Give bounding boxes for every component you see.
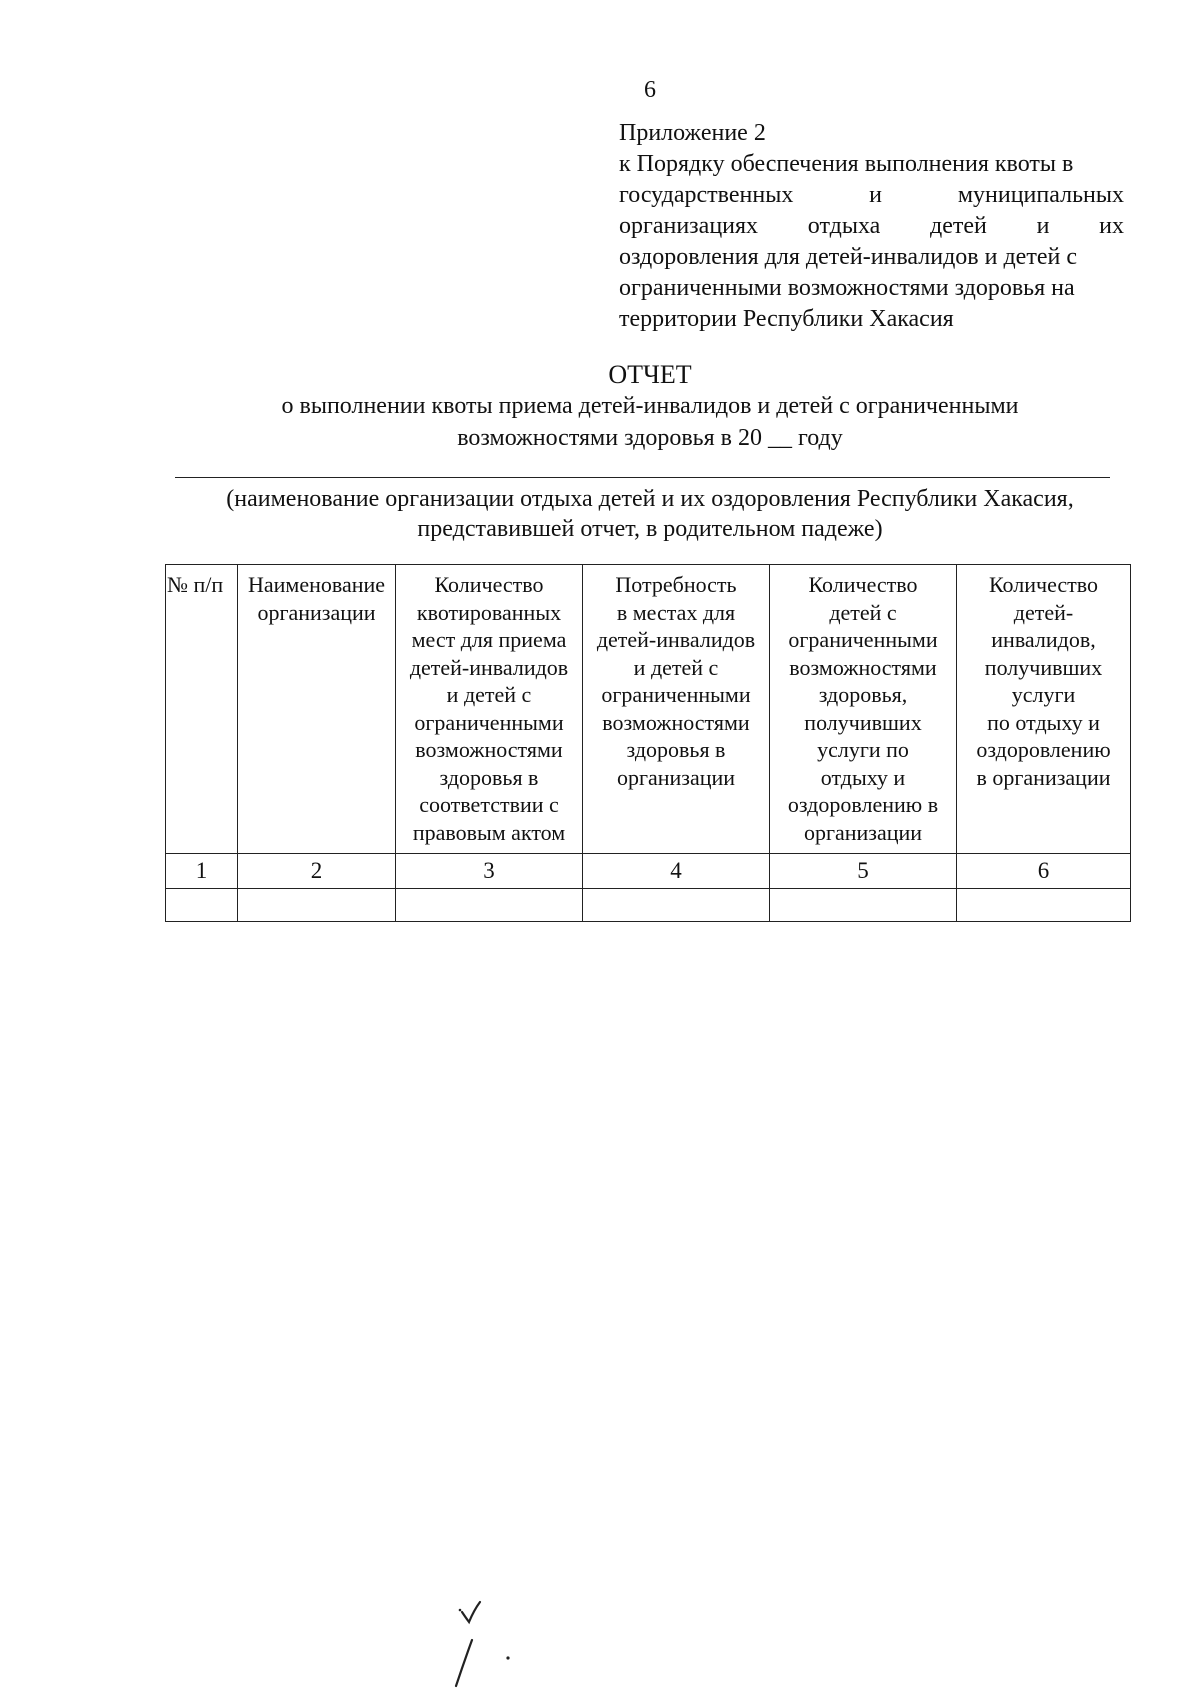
header-cell-line: квотированных: [416, 599, 562, 625]
table-number-row: [166, 854, 1131, 889]
header-cell-line: детей-: [1013, 599, 1074, 625]
appendix-line: ограниченными возможностями здоровья на: [619, 275, 1075, 301]
table-cell[interactable]: [396, 888, 583, 921]
header-cell-line: отдыху и: [820, 764, 906, 790]
header-cell: [238, 565, 396, 854]
header-cell-line: возможностями: [789, 654, 937, 680]
table-header-row: [166, 565, 1131, 854]
header-cell-line: соответствии с: [419, 792, 559, 817]
header-cell-line: организации: [257, 599, 376, 625]
report-table: [165, 564, 1131, 922]
header-cell: [957, 565, 1131, 854]
header-cell-line: детей с: [829, 599, 897, 625]
header-cell-line: № п/п: [167, 572, 224, 597]
header-cell-line: организации: [803, 819, 923, 845]
organization-caption-line: представившей отчет, в родительном падеже): [417, 516, 883, 542]
header-cell-line: мест для приема: [411, 627, 567, 652]
header-cell-line: организации: [616, 764, 736, 790]
column-number-cell: 6: [957, 854, 1131, 889]
table-cell[interactable]: [770, 888, 957, 921]
header-cell: [396, 565, 583, 854]
handwritten-check-mark: [452, 1600, 512, 1690]
report-subtitle: [160, 390, 1140, 454]
column-number-cell: 2: [238, 854, 396, 889]
organization-caption-line: (наименование организации отдыха детей и их оздоровления Республики Хакасия,: [226, 486, 1074, 512]
header-cell-line: ограниченными: [414, 709, 564, 735]
header-cell-line: ограниченными: [601, 682, 751, 707]
header-cell-line: и детей с: [446, 682, 532, 707]
column-number-cell: 3: [396, 854, 583, 889]
header-cell-line: и детей с: [633, 654, 719, 680]
header-cell-line: получивших: [804, 709, 922, 735]
table-cell[interactable]: [583, 888, 770, 921]
header-cell-line: в организации: [976, 764, 1111, 790]
header-cell: [583, 565, 770, 854]
header-cell-line: получивших: [984, 654, 1103, 680]
header-cell-line: правовым актом: [412, 819, 566, 845]
header-cell-line: услуги: [1011, 682, 1076, 707]
header-cell-line: услуги по: [817, 737, 909, 762]
header-cell: [166, 565, 238, 854]
header-cell-line: возможностями: [415, 737, 563, 762]
header-cell-line: оздоровлению: [976, 737, 1111, 762]
header-cell-line: Наименование: [247, 572, 386, 597]
report-subtitle-line: возможностями здоровья в 20 __ году: [457, 425, 843, 451]
appendix-line: территории Республики Хакасия: [619, 306, 954, 332]
header-cell-line: инвалидов,: [991, 627, 1096, 652]
organization-caption: [160, 484, 1140, 544]
appendix-line: государственных и муниципальных: [619, 182, 1124, 208]
appendix-title: Приложение 2: [619, 120, 766, 146]
appendix-block: [619, 118, 1124, 335]
report-title: ОТЧЕТ: [608, 360, 692, 389]
page-number: 6: [644, 77, 656, 103]
header-cell: [770, 565, 957, 854]
header-cell-line: Потребность: [615, 572, 737, 597]
appendix-line: к Порядку обеспечения выполнения квоты в: [619, 151, 1074, 177]
table-cell[interactable]: [238, 888, 396, 921]
header-cell-line: детей-инвалидов: [409, 654, 569, 680]
header-cell-line: здоровья,: [818, 682, 908, 707]
report-subtitle-line: о выполнении квоты приема детей-инвалидов и детей с ограниченными: [281, 393, 1019, 419]
table-cell[interactable]: [957, 888, 1131, 921]
header-cell-line: Количество: [988, 572, 1099, 597]
header-cell-line: ограниченными: [788, 627, 938, 652]
appendix-line: организациях отдыха детей и их: [619, 213, 1124, 239]
header-cell-line: здоровья в: [626, 737, 726, 762]
header-cell-line: возможностями: [602, 709, 750, 735]
column-number-cell: 4: [583, 854, 770, 889]
table-row: [166, 888, 1131, 921]
header-cell-line: по отдыху и: [987, 709, 1100, 735]
header-cell-line: здоровья в: [439, 764, 539, 790]
organization-name-line: [175, 477, 1110, 478]
header-cell-line: в местах для: [616, 599, 736, 625]
column-number-cell: 5: [770, 854, 957, 889]
header-cell-line: Количество: [434, 572, 544, 597]
appendix-line: оздоровления для детей-инвалидов и детей с: [619, 244, 1077, 270]
header-cell-line: Количество: [808, 572, 918, 597]
header-cell-line: детей-инвалидов: [596, 627, 756, 652]
column-number-cell: 1: [166, 854, 238, 889]
header-cell-line: оздоровлению в: [787, 792, 939, 817]
table-cell[interactable]: [166, 888, 238, 921]
